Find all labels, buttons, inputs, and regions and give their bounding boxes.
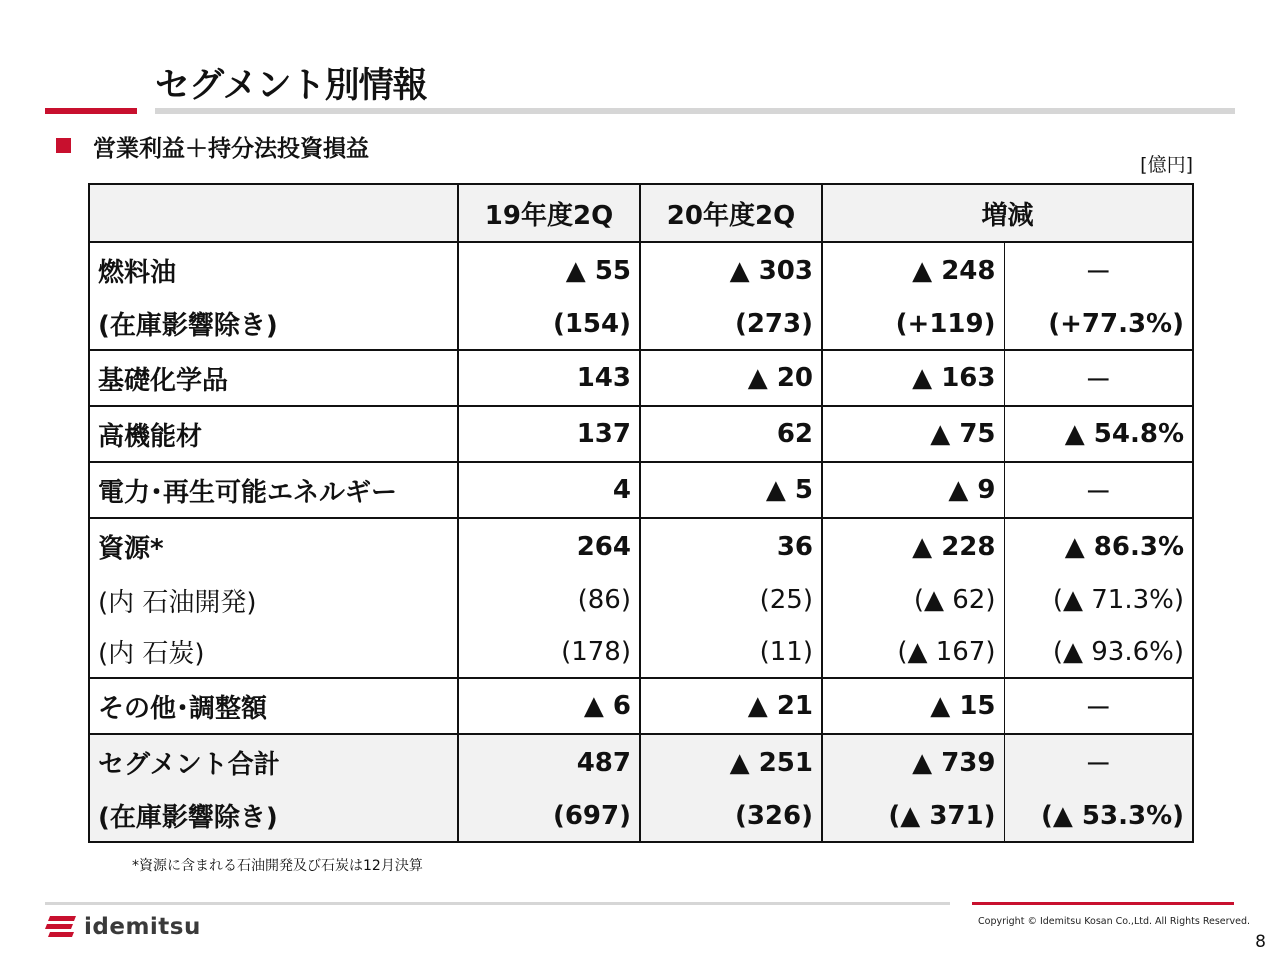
header-fy20-2q: 20年度2Q [640, 184, 822, 242]
table-row [89, 678, 1193, 734]
title-rule [155, 108, 1235, 114]
cell-fy20: 62 [640, 406, 822, 462]
cell-change: (+119) [822, 298, 1004, 350]
cell-change: (▲ 371) [822, 790, 1004, 842]
row-label: 資源* [89, 518, 458, 574]
cell-change: ▲ 75 [822, 406, 1004, 462]
table-row [89, 574, 1193, 626]
row-label: (内 石炭) [89, 626, 458, 678]
cell-change-pct: － [1004, 462, 1193, 518]
row-label: その他･調整額 [89, 678, 458, 734]
cell-change: (▲ 62) [822, 574, 1004, 626]
footer-rule [45, 902, 950, 905]
footer-accent-rule [972, 902, 1234, 905]
table-row [89, 242, 1193, 298]
cell-fy19: (178) [458, 626, 640, 678]
cell-change-pct: － [1004, 734, 1193, 790]
header-change: 増減 [822, 184, 1193, 242]
cell-change: (▲ 167) [822, 626, 1004, 678]
cell-change: ▲ 163 [822, 350, 1004, 406]
copyright-notice: Copyright © Idemitsu Kosan Co.,Ltd. All Rights Reserved. [978, 916, 1251, 927]
cell-fy20: (11) [640, 626, 822, 678]
cell-change-pct: － [1004, 678, 1193, 734]
row-label: 電力･再生可能エネルギー [89, 462, 458, 518]
page-title: セグメント別情報 [155, 66, 427, 106]
cell-fy20: ▲ 20 [640, 350, 822, 406]
cell-fy20: 36 [640, 518, 822, 574]
section-bullet-icon [56, 138, 71, 153]
cell-change-pct: － [1004, 242, 1193, 298]
cell-change-pct: ▲ 54.8% [1004, 406, 1193, 462]
cell-fy20: ▲ 5 [640, 462, 822, 518]
cell-fy20: (273) [640, 298, 822, 350]
cell-change-pct: － [1004, 350, 1193, 406]
title-accent-bar [45, 108, 137, 114]
row-label: 高機能材 [89, 406, 458, 462]
cell-fy20: (25) [640, 574, 822, 626]
cell-change: ▲ 15 [822, 678, 1004, 734]
row-label: (在庫影響除き) [89, 790, 458, 842]
table-row [89, 350, 1193, 406]
header-fy19-2q: 19年度2Q [458, 184, 640, 242]
cell-change-pct: (▲ 93.6%) [1004, 626, 1193, 678]
cell-change-pct: ▲ 86.3% [1004, 518, 1193, 574]
cell-fy19: (86) [458, 574, 640, 626]
cell-change-pct: (+77.3%) [1004, 298, 1193, 350]
logo-text: idemitsu [84, 914, 201, 940]
cell-change: ▲ 739 [822, 734, 1004, 790]
cell-change: ▲ 9 [822, 462, 1004, 518]
row-label: (在庫影響除き) [89, 298, 458, 350]
section-title: 営業利益＋持分法投資損益 [93, 136, 369, 162]
cell-fy20: ▲ 251 [640, 734, 822, 790]
table-row [89, 518, 1193, 574]
header-blank-cell [89, 184, 458, 242]
cell-change-pct: (▲ 71.3%) [1004, 574, 1193, 626]
cell-fy19: ▲ 6 [458, 678, 640, 734]
cell-fy20: ▲ 303 [640, 242, 822, 298]
cell-fy19: 143 [458, 350, 640, 406]
cell-fy19: ▲ 55 [458, 242, 640, 298]
cell-fy19: (154) [458, 298, 640, 350]
row-label: 燃料油 [89, 242, 458, 298]
cell-fy19: 264 [458, 518, 640, 574]
cell-fy19: 487 [458, 734, 640, 790]
cell-fy19: 137 [458, 406, 640, 462]
row-label: 基礎化学品 [89, 350, 458, 406]
cell-fy19: 4 [458, 462, 640, 518]
cell-change-pct: (▲ 53.3%) [1004, 790, 1193, 842]
company-logo [44, 914, 201, 940]
cell-change: ▲ 228 [822, 518, 1004, 574]
table-row [89, 298, 1193, 350]
page-number: 8 [1255, 932, 1266, 952]
unit-label: [億円] [1140, 154, 1193, 176]
segment-table [88, 183, 1194, 843]
table-row-total [89, 790, 1193, 842]
cell-change: ▲ 248 [822, 242, 1004, 298]
cell-fy20: ▲ 21 [640, 678, 822, 734]
table-row [89, 406, 1193, 462]
table-row-total [89, 734, 1193, 790]
footnote: *資源に含まれる石油開発及び石炭は12月決算 [132, 858, 423, 874]
table-row [89, 462, 1193, 518]
idemitsu-logo-icon [44, 914, 78, 940]
row-label: (内 石油開発) [89, 574, 458, 626]
cell-fy19: (697) [458, 790, 640, 842]
cell-fy20: (326) [640, 790, 822, 842]
table-header-row [89, 184, 1193, 242]
row-label: セグメント合計 [89, 734, 458, 790]
table-row [89, 626, 1193, 678]
